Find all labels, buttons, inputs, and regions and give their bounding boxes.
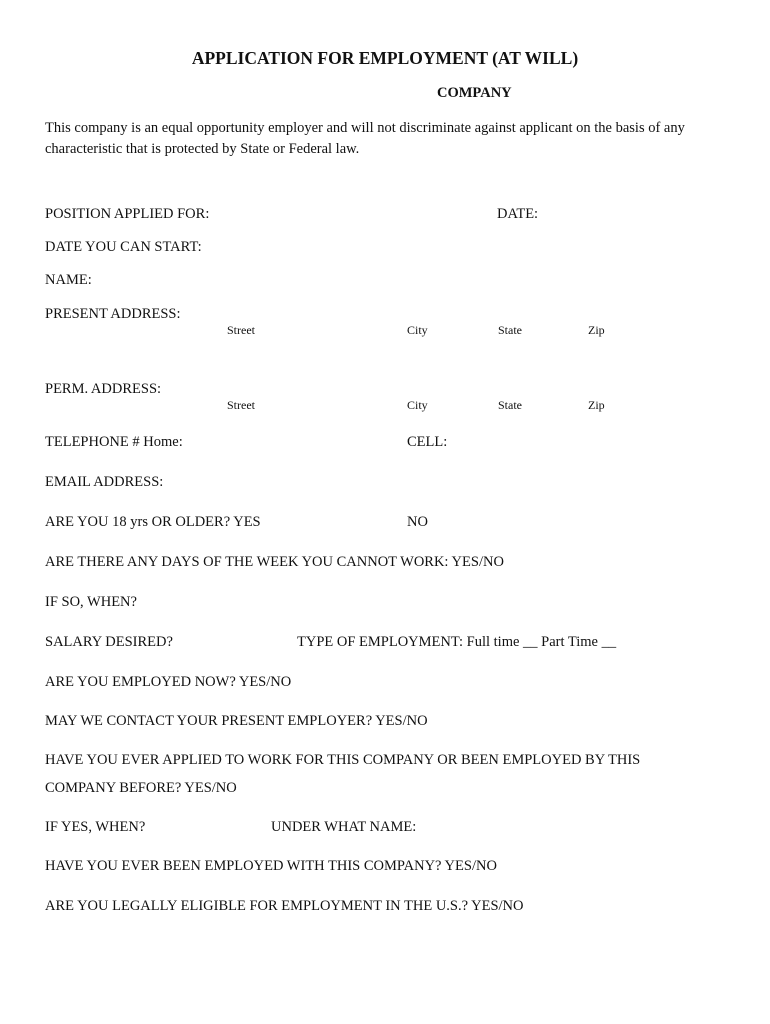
telephone-field[interactable] [190, 436, 362, 449]
telephone-row [45, 434, 362, 451]
eligible-row [45, 898, 589, 915]
if-yes-field[interactable] [153, 821, 247, 834]
name-label: NAME: [45, 272, 92, 288]
contact-employer-row [45, 713, 517, 730]
employed-now-row [45, 674, 387, 691]
date-label: DATE: [497, 206, 539, 222]
company-field[interactable] [519, 87, 719, 100]
employed-company-field[interactable] [505, 860, 565, 873]
position-label: POSITION APPLIED FOR: [45, 206, 210, 222]
perm-address-row [45, 381, 626, 398]
present-address-field[interactable] [188, 308, 624, 321]
date-row [497, 206, 628, 223]
perm-city-caption: City [407, 398, 428, 412]
salary-label: SALARY DESIRED? [45, 634, 173, 650]
name-field[interactable] [99, 274, 483, 287]
age-label: ARE YOU 18 yrs OR OLDER? YES [45, 514, 261, 530]
contact-employer-field[interactable] [435, 715, 517, 728]
no-label: NO [407, 514, 428, 530]
present-address-row [45, 306, 624, 323]
start-date-field[interactable] [209, 241, 471, 254]
contact-employer-label: MAY WE CONTACT YOUR PRESENT EMPLOYER? YES/NO [45, 713, 428, 729]
salary-field[interactable] [181, 636, 283, 649]
employment-type-label: TYPE OF EMPLOYMENT: Full time __ Part Time __ [297, 634, 617, 650]
email-label: EMAIL ADDRESS: [45, 474, 164, 490]
if-so-row [45, 594, 631, 611]
name-row [45, 272, 483, 289]
age-no-row [407, 514, 498, 531]
email-row [45, 474, 623, 491]
applied-before-label: COMPANY BEFORE? YES/NO [45, 780, 237, 796]
under-name-field[interactable] [424, 821, 590, 834]
position-row [45, 206, 473, 223]
employed-company-row [45, 858, 565, 875]
present-zip-caption: Zip [588, 323, 605, 337]
age-yes-field[interactable] [268, 516, 350, 529]
if-yes-row [45, 819, 247, 836]
email-field[interactable] [167, 476, 623, 489]
employed-now-label: ARE YOU EMPLOYED NOW? YES/NO [45, 674, 292, 690]
if-so-field[interactable] [145, 596, 631, 609]
days-field[interactable] [512, 556, 608, 569]
applied-before-row [45, 780, 316, 797]
date-field[interactable] [546, 208, 628, 221]
if-so-label: IF SO, WHEN? [45, 594, 137, 610]
employed-now-field[interactable] [299, 676, 387, 689]
perm-zip-caption: Zip [588, 398, 605, 412]
perm-state-caption: State [498, 398, 522, 412]
cell-row [407, 434, 635, 451]
form-title: APPLICATION FOR EMPLOYMENT (AT WILL) [191, 48, 579, 68]
present-state-caption: State [498, 323, 522, 337]
employed-company-label: HAVE YOU EVER BEEN EMPLOYED WITH THIS COMPANY? YES/NO [45, 858, 497, 874]
cell-label: CELL: [407, 434, 448, 450]
telephone-label: TELEPHONE # Home: [45, 434, 183, 450]
under-name-row [271, 819, 590, 836]
days-label: ARE THERE ANY DAYS OF THE WEEK YOU CANNOT WORK: YES/NO [45, 554, 504, 570]
present-address-label: PRESENT ADDRESS: [45, 306, 181, 322]
eligible-label: ARE YOU LEGALLY ELIGIBLE FOR EMPLOYMENT IN THE U.S.? YES/NO [45, 898, 524, 914]
salary-row [45, 634, 283, 651]
perm-address-field[interactable] [169, 383, 626, 396]
eligible-field[interactable] [531, 900, 589, 913]
start-date-label: DATE YOU CAN START: [45, 239, 202, 255]
if-yes-label: IF YES, WHEN? [45, 819, 146, 835]
perm-address-label: PERM. ADDRESS: [45, 381, 162, 397]
cell-field[interactable] [455, 436, 635, 449]
applied-before-line1: HAVE YOU EVER APPLIED TO WORK FOR THIS COMPANY OR BEEN EMPLOYED BY THIS [45, 752, 641, 768]
under-name-label: UNDER WHAT NAME: [271, 819, 417, 835]
applied-before-field[interactable] [244, 782, 316, 795]
perm-street-caption: Street [227, 398, 255, 412]
intro-text: This company is an equal opportunity employer and will not discriminate against applicant on the basis of any characteristic that is protected by State or Federal law. [45, 120, 685, 157]
start-date-row [45, 239, 471, 256]
days-row [45, 554, 608, 571]
age-no-field[interactable] [436, 516, 498, 529]
age-row [45, 514, 350, 531]
present-street-caption: Street [227, 323, 255, 337]
position-field[interactable] [217, 208, 473, 221]
company-row [437, 85, 719, 102]
company-label: COMPANY [437, 85, 512, 101]
present-city-caption: City [407, 323, 428, 337]
